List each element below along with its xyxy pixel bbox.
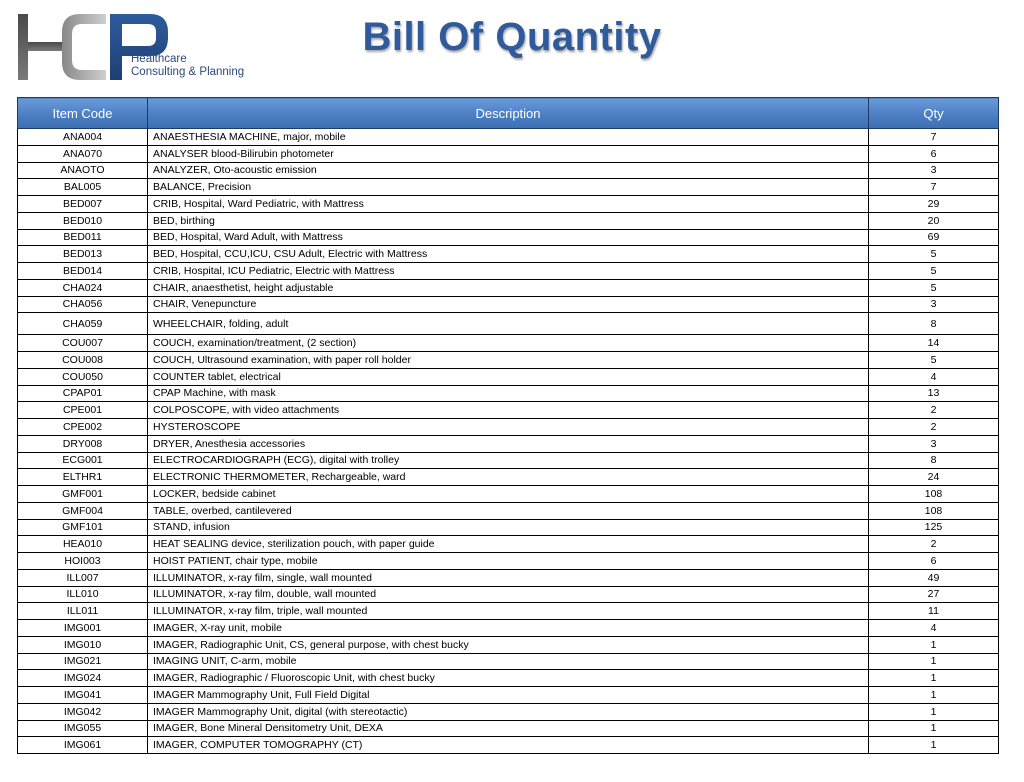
qty-cell: 1 (869, 636, 999, 653)
table-row (18, 296, 999, 313)
item-code-cell: BED013 (18, 246, 148, 263)
description-cell: ELECTRONIC THERMOMETER, Rechargeable, ward (148, 469, 869, 486)
description-cell: BALANCE, Precision (148, 179, 869, 196)
table-row (18, 469, 999, 486)
description-cell: IMAGER, Bone Mineral Densitometry Unit, DEXA (148, 720, 869, 737)
description-cell: COUNTER tablet, electrical (148, 368, 869, 385)
table-row (18, 435, 999, 452)
description-cell: CHAIR, anaesthetist, height adjustable (148, 279, 869, 296)
qty-cell: 1 (869, 653, 999, 670)
item-code-cell: CHA056 (18, 296, 148, 313)
table-row (18, 452, 999, 469)
description-cell: CHAIR, Venepuncture (148, 296, 869, 313)
table-row (18, 419, 999, 436)
qty-cell: 4 (869, 620, 999, 637)
qty-cell: 5 (869, 263, 999, 280)
qty-cell: 1 (869, 670, 999, 687)
table-row (18, 402, 999, 419)
description-cell: ANAESTHESIA MACHINE, major, mobile (148, 129, 869, 146)
column-header-description: Description (148, 98, 869, 129)
logo-line-1: Healthcare (131, 53, 187, 65)
item-code-cell: BED007 (18, 196, 148, 213)
item-code-cell: ELTHR1 (18, 469, 148, 486)
item-code-cell: IMG024 (18, 670, 148, 687)
qty-cell: 49 (869, 569, 999, 586)
description-cell: CRIB, Hospital, Ward Pediatric, with Mattress (148, 196, 869, 213)
item-code-cell: ILL011 (18, 603, 148, 620)
qty-cell: 1 (869, 737, 999, 754)
qty-cell: 3 (869, 435, 999, 452)
description-cell: ILLUMINATOR, x-ray film, triple, wall mounted (148, 603, 869, 620)
table-row (18, 229, 999, 246)
item-code-cell: ANAOTO (18, 162, 148, 179)
item-code-cell: IMG042 (18, 703, 148, 720)
qty-cell: 3 (869, 296, 999, 313)
qty-cell: 27 (869, 586, 999, 603)
description-cell: HOIST PATIENT, chair type, mobile (148, 553, 869, 570)
item-code-cell: ANA004 (18, 129, 148, 146)
description-cell: IMAGER, COMPUTER TOMOGRAPHY (CT) (148, 737, 869, 754)
qty-cell: 2 (869, 419, 999, 436)
item-code-cell: ILL007 (18, 569, 148, 586)
table-row (18, 636, 999, 653)
table-row (18, 279, 999, 296)
table-row (18, 212, 999, 229)
qty-cell: 4 (869, 368, 999, 385)
description-cell: COUCH, examination/treatment, (2 section) (148, 335, 869, 352)
description-cell: TABLE, overbed, cantilevered (148, 502, 869, 519)
table-row (18, 313, 999, 335)
table-row (18, 670, 999, 687)
item-code-cell: ECG001 (18, 452, 148, 469)
item-code-cell: HOI003 (18, 553, 148, 570)
item-code-cell: COU008 (18, 352, 148, 369)
qty-cell: 108 (869, 486, 999, 503)
qty-cell: 14 (869, 335, 999, 352)
table-row (18, 335, 999, 352)
qty-cell: 7 (869, 179, 999, 196)
description-cell: IMAGING UNIT, C-arm, mobile (148, 653, 869, 670)
table-row (18, 737, 999, 754)
qty-cell: 13 (869, 385, 999, 402)
description-cell: IMAGER, Radiographic / Fluoroscopic Unit, with chest bucky (148, 670, 869, 687)
qty-cell: 24 (869, 469, 999, 486)
item-code-cell: ILL010 (18, 586, 148, 603)
description-cell: COLPOSCOPE, with video attachments (148, 402, 869, 419)
item-code-cell: CHA059 (18, 313, 148, 335)
description-cell: LOCKER, bedside cabinet (148, 486, 869, 503)
item-code-cell: CHA024 (18, 279, 148, 296)
qty-cell: 29 (869, 196, 999, 213)
table-row (18, 569, 999, 586)
table-row (18, 502, 999, 519)
item-code-cell: IMG041 (18, 687, 148, 704)
table-body (18, 129, 999, 754)
column-header-qty: Qty (869, 98, 999, 129)
table-row (18, 368, 999, 385)
table-row (18, 486, 999, 503)
table-row (18, 553, 999, 570)
qty-cell: 8 (869, 313, 999, 335)
table-row (18, 196, 999, 213)
description-cell: CPAP Machine, with mask (148, 385, 869, 402)
table-row (18, 620, 999, 637)
qty-cell: 3 (869, 162, 999, 179)
table-row (18, 720, 999, 737)
description-cell: CRIB, Hospital, ICU Pediatric, Electric with Mattress (148, 263, 869, 280)
description-cell: WHEELCHAIR, folding, adult (148, 313, 869, 335)
description-cell: ELECTROCARDIOGRAPH (ECG), digital with trolley (148, 452, 869, 469)
description-cell: COUCH, Ultrasound examination, with paper roll holder (148, 352, 869, 369)
qty-cell: 6 (869, 145, 999, 162)
table-row (18, 536, 999, 553)
description-cell: ANALYSER blood-Bilirubin photometer (148, 145, 869, 162)
item-code-cell: BAL005 (18, 179, 148, 196)
table-row (18, 653, 999, 670)
item-code-cell: GMF004 (18, 502, 148, 519)
item-code-cell: IMG010 (18, 636, 148, 653)
table-row (18, 385, 999, 402)
description-cell: HYSTEROSCOPE (148, 419, 869, 436)
table-row (18, 586, 999, 603)
description-cell: BED, birthing (148, 212, 869, 229)
table-row (18, 687, 999, 704)
table-row (18, 162, 999, 179)
qty-cell: 125 (869, 519, 999, 536)
logo-line-2: Consulting & Planning (131, 66, 245, 78)
table-row (18, 129, 999, 146)
item-code-cell: GMF001 (18, 486, 148, 503)
qty-cell: 108 (869, 502, 999, 519)
item-code-cell: CPAP01 (18, 385, 148, 402)
qty-cell: 11 (869, 603, 999, 620)
item-code-cell: IMG021 (18, 653, 148, 670)
item-code-cell: IMG001 (18, 620, 148, 637)
table-row (18, 263, 999, 280)
item-code-cell: IMG055 (18, 720, 148, 737)
item-code-cell: BED010 (18, 212, 148, 229)
description-cell: BED, Hospital, Ward Adult, with Mattress (148, 229, 869, 246)
table-header-row (18, 98, 999, 129)
item-code-cell: GMF101 (18, 519, 148, 536)
description-cell: HEAT SEALING device, sterilization pouch, with paper guide (148, 536, 869, 553)
item-code-cell: IMG061 (18, 737, 148, 754)
description-cell: IMAGER Mammography Unit, Full Field Digital (148, 687, 869, 704)
boq-table (17, 97, 999, 754)
description-cell: ILLUMINATOR, x-ray film, single, wall mounted (148, 569, 869, 586)
description-cell: ILLUMINATOR, x-ray film, double, wall mounted (148, 586, 869, 603)
description-cell: IMAGER, X-ray unit, mobile (148, 620, 869, 637)
qty-cell: 20 (869, 212, 999, 229)
table-row (18, 145, 999, 162)
page-header (0, 0, 1024, 96)
qty-cell: 5 (869, 246, 999, 263)
table-row (18, 352, 999, 369)
item-code-cell: COU050 (18, 368, 148, 385)
qty-cell: 2 (869, 536, 999, 553)
page-title: Bill Of Quantity (362, 15, 662, 59)
item-code-cell: ANA070 (18, 145, 148, 162)
column-header-item-code: Item Code (18, 98, 148, 129)
table-row (18, 246, 999, 263)
description-cell: STAND, infusion (148, 519, 869, 536)
qty-cell: 8 (869, 452, 999, 469)
qty-cell: 5 (869, 352, 999, 369)
item-code-cell: CPE002 (18, 419, 148, 436)
item-code-cell: BED011 (18, 229, 148, 246)
item-code-cell: CPE001 (18, 402, 148, 419)
description-cell: BED, Hospital, CCU,ICU, CSU Adult, Electric with Mattress (148, 246, 869, 263)
qty-cell: 5 (869, 279, 999, 296)
qty-cell: 69 (869, 229, 999, 246)
qty-cell: 2 (869, 402, 999, 419)
item-code-cell: BED014 (18, 263, 148, 280)
qty-cell: 1 (869, 720, 999, 737)
description-cell: IMAGER Mammography Unit, digital (with stereotactic) (148, 703, 869, 720)
item-code-cell: HEA010 (18, 536, 148, 553)
item-code-cell: DRY008 (18, 435, 148, 452)
description-cell: IMAGER, Radiographic Unit, CS, general purpose, with chest bucky (148, 636, 869, 653)
table-row (18, 519, 999, 536)
qty-cell: 6 (869, 553, 999, 570)
table-row (18, 603, 999, 620)
item-code-cell: COU007 (18, 335, 148, 352)
qty-cell: 7 (869, 129, 999, 146)
qty-cell: 1 (869, 703, 999, 720)
description-cell: DRYER, Anesthesia accessories (148, 435, 869, 452)
table-row (18, 179, 999, 196)
description-cell: ANALYZER, Oto-acoustic emission (148, 162, 869, 179)
qty-cell: 1 (869, 687, 999, 704)
table-row (18, 703, 999, 720)
